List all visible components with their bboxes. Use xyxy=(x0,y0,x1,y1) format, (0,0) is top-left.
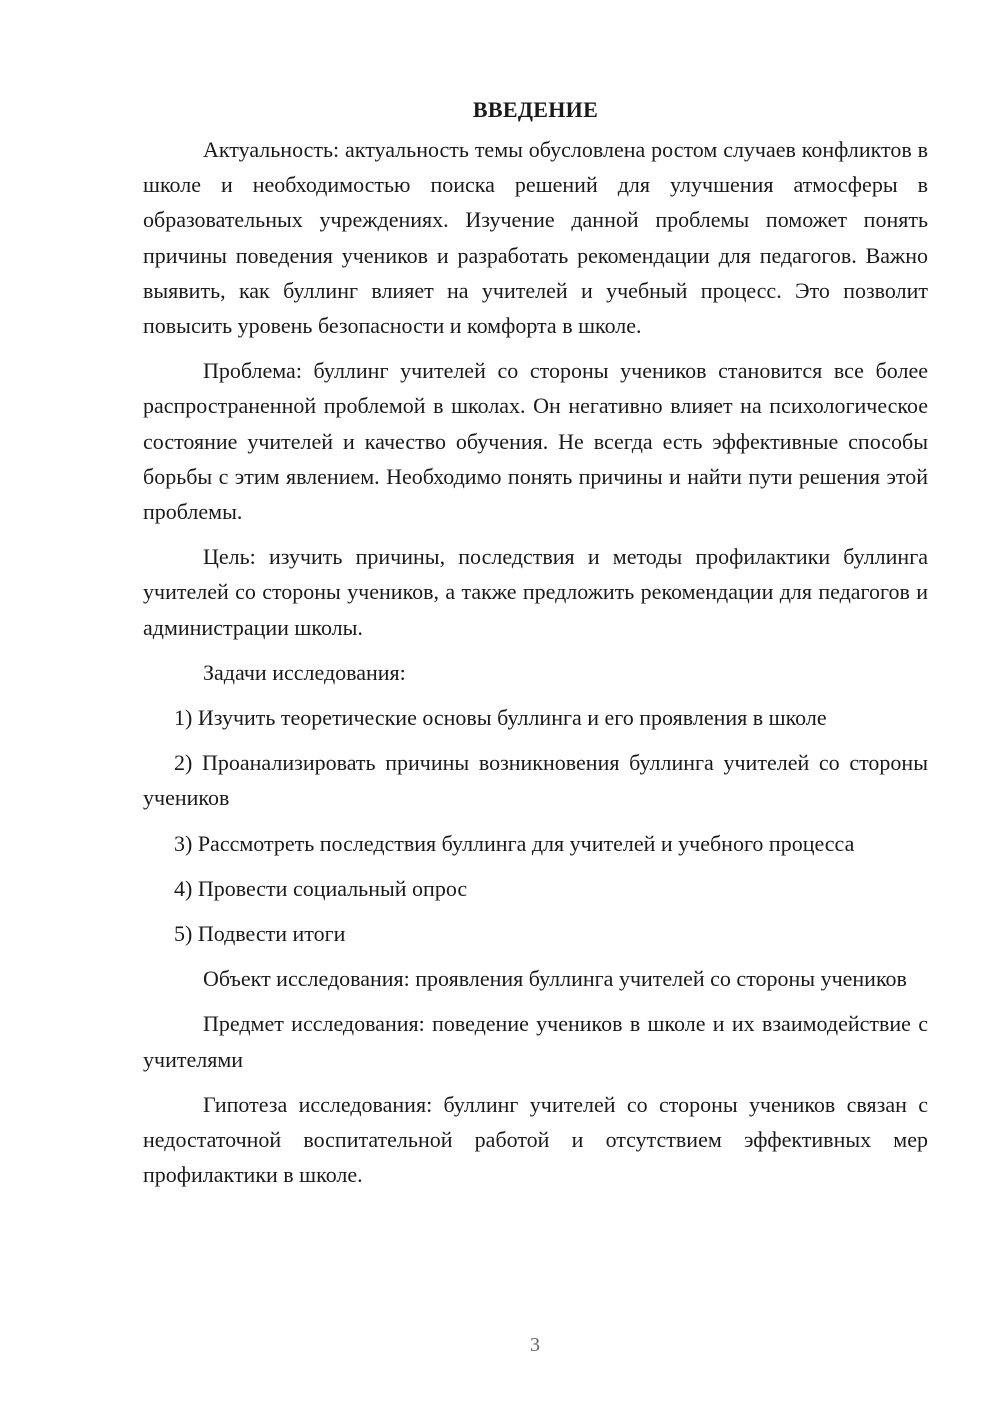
task-item-5: 5) Подвести итоги xyxy=(174,921,346,947)
task-item-3: 3) Рассмотреть последствия буллинга для учителей и учебного процесса xyxy=(174,830,855,856)
goal-paragraph: Цель: изучить причины, последствия и методы профилактики буллинга учителей со стороны учеников, а также предложить рекомендации для педагогов и администрации школы. xyxy=(143,544,928,640)
section-title: ВВЕДЕНИЕ xyxy=(472,97,599,122)
relevance-paragraph: Актуальность: актуальность темы обусловлена ростом случаев конфликтов в школе и необходимостью поиска решений для улучшения атмосферы в образовательных учреждениях. Изучение данной проблемы поможет понять причины поведения учеников и разработать рекомендации для педагогов. Важно выявить, как буллинг влияет на учителей и учебный процесс. Это позволит повысить уровень безопасности и комфорта в школе. xyxy=(143,137,928,339)
subject-paragraph: Предмет исследования: поведение учеников в школе и их взаимодействие с учителями xyxy=(143,1011,928,1072)
tasks-heading: Задачи исследования: xyxy=(203,659,406,685)
task-item-2: 2) Проанализировать причины возникновения буллинга учителей со стороны учеников xyxy=(143,750,928,811)
page-number: 3 xyxy=(530,1334,540,1356)
hypothesis-paragraph: Гипотеза исследования: буллинг учителей со стороны учеников связан с недостаточной воспитательной работой и отсутствием эффективных мер профилактики в школе. xyxy=(143,1091,928,1188)
task-item-4: 4) Провести социальный опрос xyxy=(174,875,468,901)
object-paragraph: Объект исследования: проявления буллинга учителей со стороны учеников xyxy=(203,966,907,992)
page-content xyxy=(143,92,928,1202)
problem-paragraph: Проблема: буллинг учителей со стороны учеников становится все более распространенной проблемой в школах. Он негативно влияет на психологическое состояние учителей и качество обучения. Не всегда есть эффективные способы борьбы с этим явлением. Необходимо понять причины и найти пути решения этой проблемы. xyxy=(143,358,928,525)
task-item-1: 1) Изучить теоретические основы буллинга и его проявления в школе xyxy=(174,705,827,731)
